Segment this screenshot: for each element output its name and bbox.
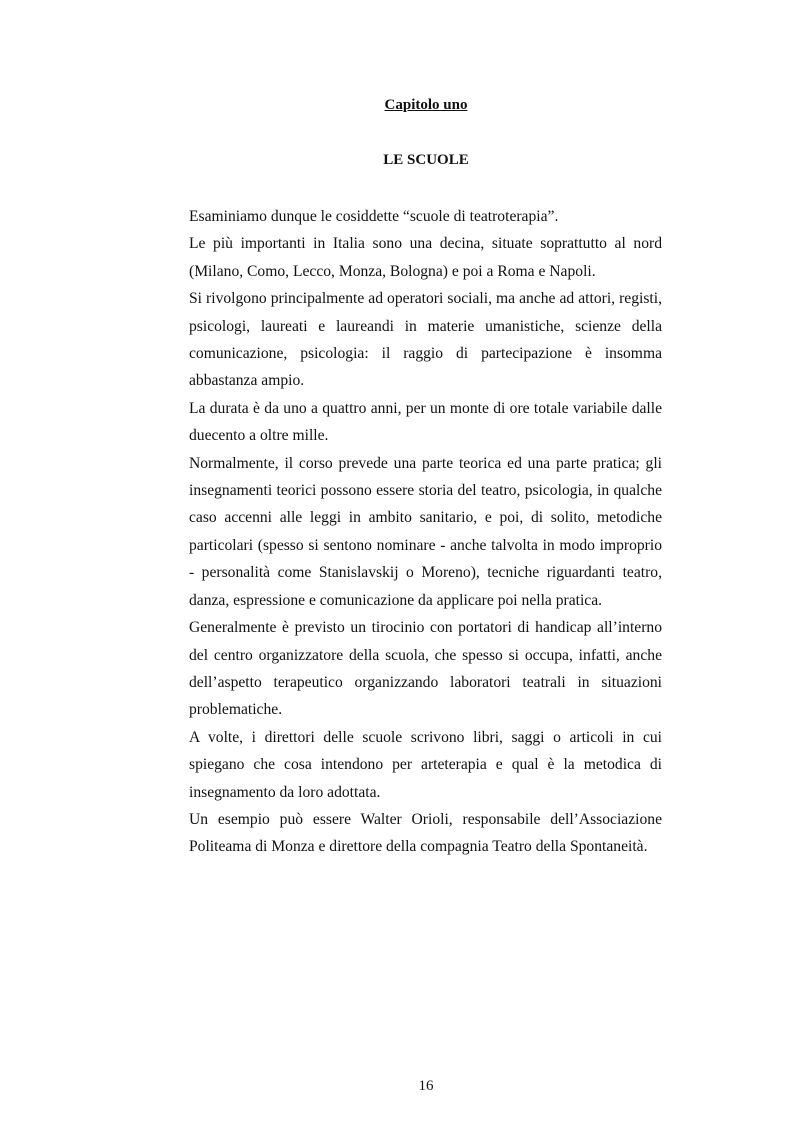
paragraph: A volte, i direttori delle scuole scrivono libri, saggi o articoli in cui spiegano che cosa intendono per arteterapia e qual è la metodica di insegnamento da loro adottata.	[189, 728, 662, 801]
paragraph: La durata è da uno a quattro anni, per un monte di ore totale variabile dalle duecento a oltre mille.	[189, 399, 662, 445]
paragraph: Un esempio può essere Walter Orioli, responsabile dell’Associazione Politeama di Monza e direttore della compagnia Teatro della Spontaneità.	[189, 810, 662, 856]
chapter-label: Capitolo uno	[384, 97, 468, 113]
page-number: 16	[418, 1078, 434, 1094]
paragraph: Si rivolgono principalmente ad operatori sociali, ma anche ad attori, registi, psicologi, laureati e laureandi in materie umanistiche, scienze della comunicazione, psicologia: il raggio di partecipazione è insomma abbastanza ampio.	[189, 290, 662, 390]
body-text	[189, 203, 662, 861]
paragraph: Generalmente è previsto un tirocinio con portatori di handicap all’interno del centro organizzatore della scuola, che spesso si occupa, infatti, anche dell’aspetto terapeutico organizzando laboratori teatrali in situazioni problematiche.	[189, 619, 662, 719]
chapter-title: LE SCUOLE	[383, 152, 469, 168]
paragraph: Esaminiamo dunque le cosiddette “scuole di teatroterapia”.	[189, 208, 559, 225]
paragraph: Normalmente, il corso prevede una parte teorica ed una parte pratica; gli insegnamenti teorici possono essere storia del teatro, psicologia, in qualche caso accenni alle leggi in ambito sanitario, e poi, di solito, metodiche particolari (spesso si sentono nominare - anche talvolta in modo improprio - personalità come Stanislavskij o Moreno), tecniche riguardanti teatro, danza, espressione e comunicazione da applicare poi nella pratica.	[189, 454, 662, 609]
paragraph: Le più importanti in Italia sono una decina, situate soprattutto al nord (Milano, Como, Lecco, Monza, Bologna) e poi a Roma e Napoli.	[189, 235, 662, 280]
